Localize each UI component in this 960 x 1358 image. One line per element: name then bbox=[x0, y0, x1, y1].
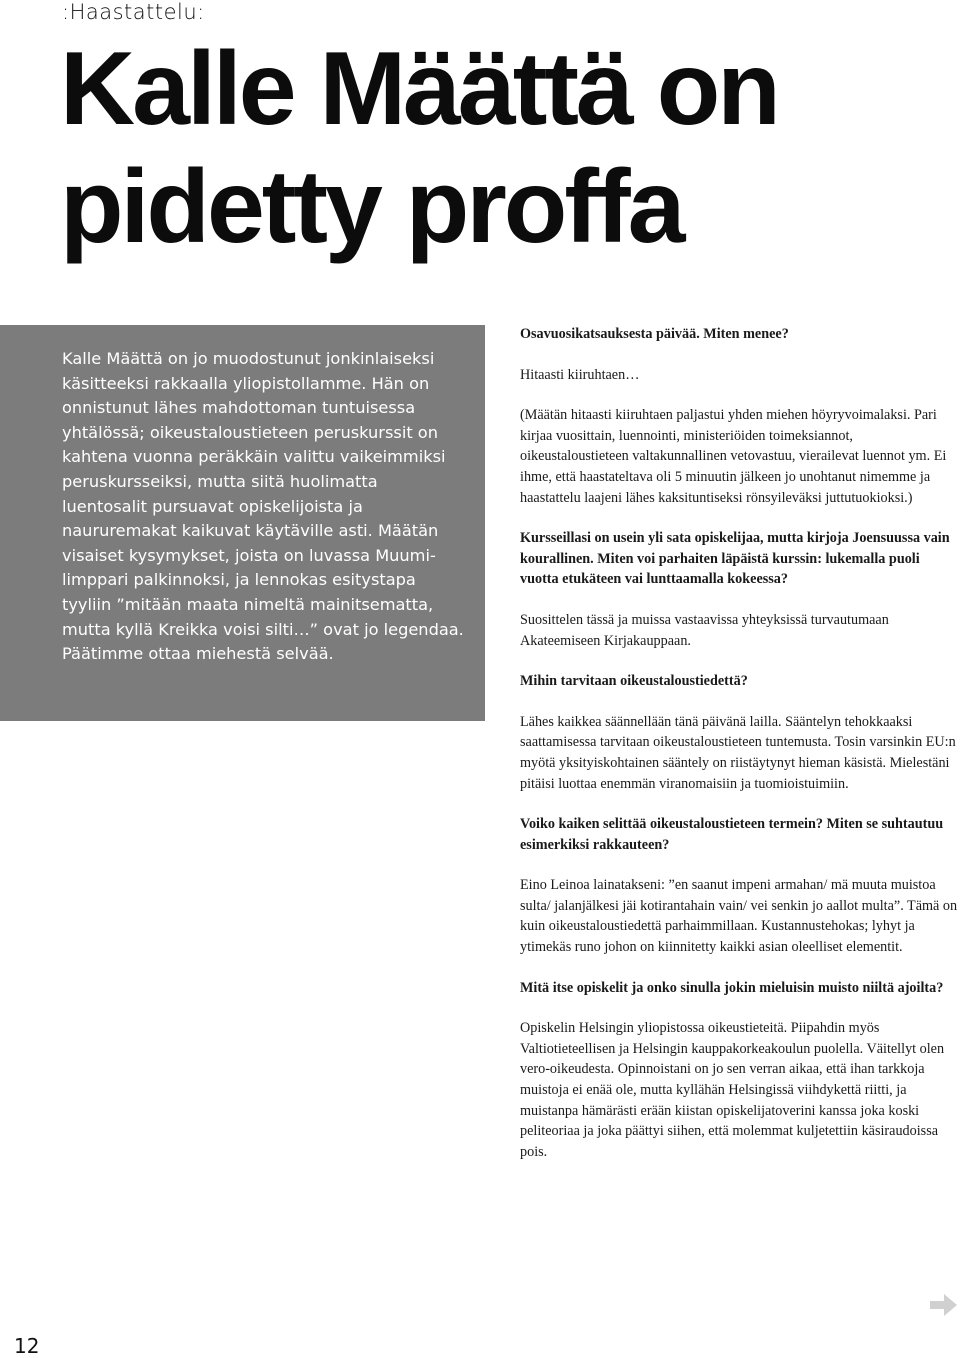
answer: Hitaasti kiiruhtaen… bbox=[520, 366, 640, 383]
answer: Eino Leinoa lainatakseni: ”en saanut impeni armahan/ mä muuta muistoa sulta/ jalanjälkesi jäi kotirantahain vain/ vei senkin jo aallot multa”. Tämä on kuin oikeustaloustiedettä parhaimmillaan. Kustannustehokas; lyhyt ja ytimekäs runo johon on kiinnitetty kaikki asian oleelliset elementit. bbox=[520, 877, 958, 956]
answer: Opiskelin Helsingin yliopistossa oikeustieteitä. Piipahdin myös Valtiotieteellisen ja Helsingin kauppakorkeakoulun puolella. Väitellyt olen vero-oikeudesta. Opinnoistani on jo sen verran aikaa, että ihan tarkkoja muistoja ei enää ole, mutta kyllähän Helsingissä viihdykettä riitti, ja muistanpa hämärästi erään kiistan opiskelijatoverini kanssa joka koski peliteoriaa ja joka päättyi siihen, että molemmat kuljetettiin käsiraudoissa pois. bbox=[520, 1020, 945, 1160]
question: Mihin tarvitaan oikeustaloustiedettä? bbox=[520, 673, 748, 690]
answer: (Määtän hitaasti kiiruhtaen paljastui yhden miehen höyryvoimalaksi. Pari kirjaa vuosittain, luennointi, ministeriöiden toimeksiannot, oikeustaloustieteen valtakunnallinen vetovastuu, vierailevat luennot ym. Ei ihme, että haastateltava oli 5 minuutin jälkeen jo unohtanut nimemme ja haastattelu laajeni lähes kaksituntiseksi rönsyileväksi juttutuokioksi.) bbox=[520, 407, 947, 506]
question: Osavuosikatsauksesta päivää. Miten menee? bbox=[520, 326, 789, 342]
answer: Lähes kaikkea säännellään tänä päivänä lailla. Sääntelyn tehokkaaksi saattamisessa tarvitaan oikeustaloustieteen tuntemusta. Tosin varsinkin EU:n myötä yksityiskohtainen sääntely on riistäytynyt hieman käsistä. Mielestäni pitäisi luottaa enemmän viranomaisiin ja tuomioistuimiin. bbox=[520, 713, 956, 792]
question: Voiko kaiken selittää oikeustaloustieteen termein? Miten se suhtautuu esimerkiksi rakkauteen? bbox=[520, 816, 944, 853]
intro-text: Kalle Määttä on jo muodostunut jonkinlaiseksi käsitteeksi rakkaalla yliopistollamme. Hän on onnistunut lähes mahdottoman tuntuisessa yhtälössä; oikeustaloustieteen peruskurssit on kahtena vuonna peräkkäin valittu vaikeimmiksi peruskursseiksi, mutta siitä huolimatta luentosalit pursuavat opiskelijoista ja naururemakat kaikuvat käytäville asti. Määtän visaiset kysymykset, joista on luvassa Muumi-limppari palkinnoksi, ja lennokas esitystapa tyyliin ”mitään maata nimeltä mainitsematta, mutta kyllä Kreikka voisi silti…” ovat jo legendaa. Päätimme ottaa miehestä selvää. bbox=[62, 349, 464, 664]
interview-column bbox=[520, 324, 960, 1182]
intro-box bbox=[0, 325, 485, 721]
question: Mitä itse opiskelit ja onko sinulla jokin mieluisin muisto niiltä ajoilta? bbox=[520, 979, 944, 996]
title-line-1: Kalle Määttä on bbox=[60, 31, 778, 147]
page-title bbox=[60, 30, 940, 266]
section-label: :Haastattelu: bbox=[62, 0, 205, 24]
arrow-right-icon[interactable] bbox=[930, 1293, 958, 1317]
answer: Suosittelen tässä ja muissa vastaavissa yhteyksissä turvautumaan Akateemiseen Kirjakauppaan. bbox=[520, 611, 889, 649]
page-number: 12 bbox=[14, 1334, 40, 1358]
title-line-2: pidetty proffa bbox=[60, 149, 683, 265]
question: Kursseillasi on usein yli sata opiskelijaa, mutta kirjoja Joensuussa vain kourallinen. Miten voi parhaiten läpäistä kurssin: lukemalla puoli vuotta etukäteen vai lunttaamalla kokeessa? bbox=[520, 530, 950, 588]
